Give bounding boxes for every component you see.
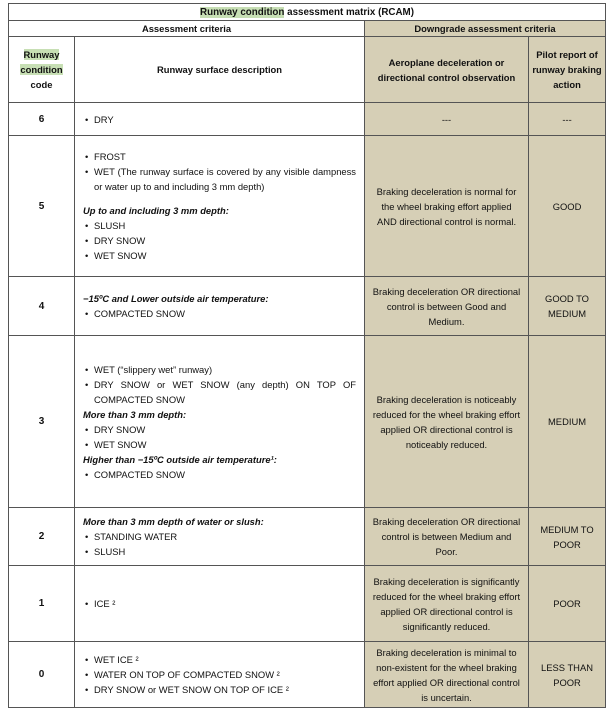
decel-header: Aeroplane deceleration or directional control observation: [365, 37, 529, 103]
pilot-cell: POOR: [529, 566, 606, 642]
list-item: • WATER ON TOP OF COMPACTED SNOW ²: [83, 667, 356, 682]
table-row: [9, 336, 606, 508]
pilot-cell: MEDIUM: [529, 336, 606, 508]
table-row: [9, 277, 606, 336]
pilot-cell: GOOD TO MEDIUM: [529, 277, 606, 336]
surface-cell: [75, 642, 365, 708]
column-header-row: [9, 37, 606, 103]
pilot-cell: LESS THAN POOR: [529, 642, 606, 708]
code-cell: 2: [9, 508, 75, 566]
list-item: • COMPACTED SNOW: [83, 467, 356, 482]
table-row: [9, 566, 606, 642]
title-highlight: Runway condition: [200, 6, 285, 18]
surface-cell: [75, 103, 365, 136]
list-item: • COMPACTED SNOW: [83, 306, 356, 321]
sub-heading: Higher than −15ºC outside air temperature¹:: [83, 453, 277, 465]
sub-heading: More than 3 mm depth of water or slush:: [83, 516, 264, 527]
title-rest: assessment matrix (RCAM): [284, 6, 414, 18]
pilot-cell: ---: [529, 103, 606, 136]
decel-cell: Braking deceleration is significantly reduced for the wheel braking effort applied OR directional control is significantly reduced.: [365, 566, 529, 642]
list-item: • SLUSH: [83, 544, 356, 559]
pilot-cell: MEDIUM TO POOR: [529, 508, 606, 566]
decel-cell: Braking deceleration is minimal to non-existent for the wheel braking effort applied OR directional control is uncertain.: [365, 642, 529, 708]
list-item: • WET SNOW: [83, 437, 356, 452]
list-item: • DRY SNOW or WET SNOW ON TOP OF ICE ²: [83, 682, 356, 697]
surface-cell: [75, 277, 365, 336]
decel-cell: Braking deceleration is noticeably reduced for the wheel braking effort applied OR directional control is noticeably reduced.: [365, 336, 529, 508]
pilot-report-header: Pilot report of runway braking action: [529, 37, 606, 103]
list-item: • SLUSH: [83, 218, 356, 233]
rwycc-header-line3: code: [30, 79, 53, 90]
decel-cell: Braking deceleration OR directional control is between Medium and Poor.: [365, 508, 529, 566]
code-cell: 1: [9, 566, 75, 642]
table-row: [9, 642, 606, 708]
sub-heading: More than 3 mm depth:: [83, 408, 187, 420]
list-item: • WET ICE ²: [83, 652, 356, 667]
assessment-criteria-header: Assessment criteria: [9, 21, 365, 37]
surface-cell: [75, 136, 365, 277]
surface-desc-header: Runway surface description: [75, 37, 365, 103]
rwycc-header-line2: condition: [20, 64, 63, 75]
sub-heading: −15ºC and Lower outside air temperature:: [83, 293, 269, 304]
list-item: • WET (The runway surface is covered by any visible dampness or water up to and including 3 mm depth): [83, 164, 356, 194]
decel-cell: Braking deceleration is normal for the wheel braking effort applied AND directional control is normal.: [365, 136, 529, 277]
list-item: • ICE ²: [83, 596, 356, 611]
sub-heading: Up to and including 3 mm depth:: [83, 205, 229, 216]
list-item: • FROST: [83, 149, 356, 164]
surface-cell: [75, 336, 365, 508]
table-row: [9, 103, 606, 136]
downgrade-criteria-header: Downgrade assessment criteria: [365, 21, 606, 37]
table-title: [9, 4, 606, 21]
title-row: [9, 4, 606, 21]
rcam-table: [8, 3, 606, 708]
group-header-row: [9, 21, 606, 37]
table-row: [9, 508, 606, 566]
code-cell: 5: [9, 136, 75, 277]
code-cell: 3: [9, 336, 75, 508]
list-item: • DRY SNOW or WET SNOW (any depth) ON TOP OF COMPACTED SNOW: [83, 377, 356, 407]
list-item: • WET (“slippery wet” runway): [83, 362, 356, 377]
list-item: • STANDING WATER: [83, 529, 356, 544]
pilot-cell: GOOD: [529, 136, 606, 277]
list-item: • DRY SNOW: [83, 233, 356, 248]
code-cell: 4: [9, 277, 75, 336]
code-cell: 6: [9, 103, 75, 136]
list-item: • DRY SNOW: [83, 422, 356, 437]
surface-cell: [75, 566, 365, 642]
decel-cell: Braking deceleration OR directional control is between Good and Medium.: [365, 277, 529, 336]
list-item: • DRY: [83, 112, 356, 127]
surface-cell: [75, 508, 365, 566]
code-cell: 0: [9, 642, 75, 708]
table-row: [9, 136, 606, 277]
rwycc-header-line1: Runway: [23, 49, 60, 60]
list-item: • WET SNOW: [83, 248, 356, 263]
decel-cell: ---: [365, 103, 529, 136]
rwycc-header: [9, 37, 75, 103]
